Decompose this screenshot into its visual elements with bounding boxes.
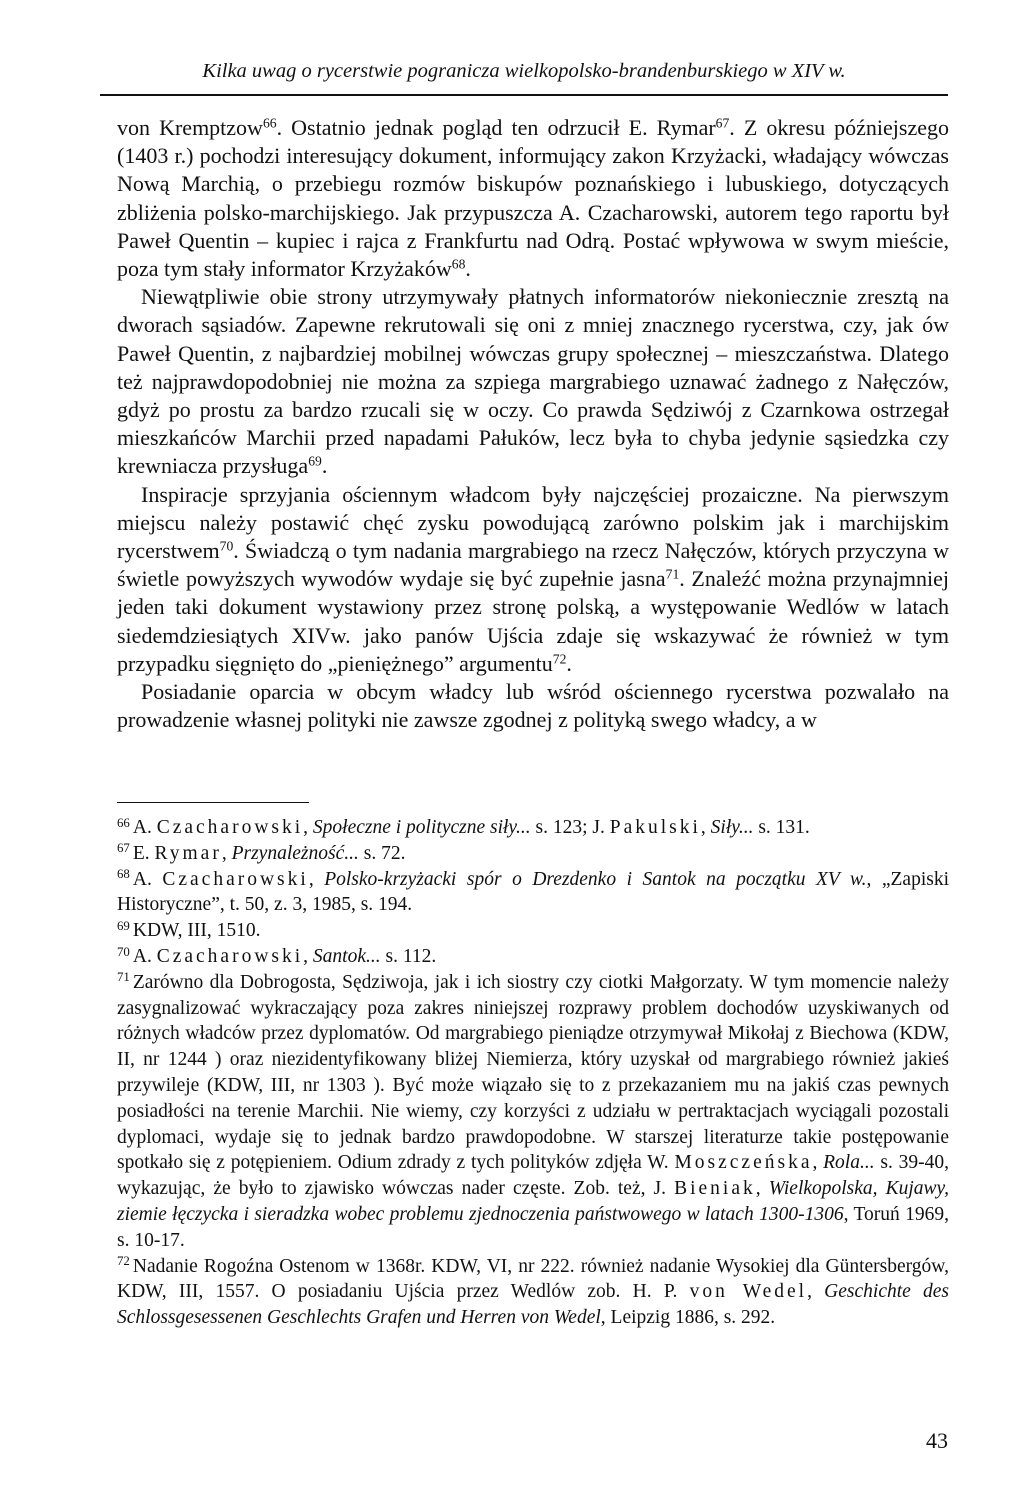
footnote-67 — [117, 841, 949, 867]
text-run: Niewątpliwie obie strony utrzymywały płatnych informatorów niekoniecznie zresztą na dworach sąsiadów. Zapewne rekrutowali się oni z mniej znacznego rycerstwa, czy, jak ów Paweł Quentin, z najbardziej mobilnej wówczas grupy społecznej – mieszczaństwa. Dlatego też najprawdopodobniej nie można za szpiega margrabiego uznawać żadnego z Nałęczów, gdyż po prostu za bardzo rzucali się w oczy. Co prawda Sędziwój z Czarnkowa ostrzegał mieszkańców Marchii przed napadami Pałuków, lecz była to chyba jedynie sąsiedzka czy krewniacza przysługa — [117, 284, 949, 479]
text-run: , — [303, 945, 313, 967]
running-header — [100, 58, 948, 96]
text-run: Zarówno dla Dobrogosta, Sędziwoja, jak i ich siostry czy ciotki Małgorzaty. W tym momencie należy zasygnalizować wykraczający poza zakres niniejszej rozprawy problem dochodów uzyskiwanych od różnych władców przez dyplomatów. Od margrabiego pieniądze otrzymywał Mikołaj z Biechowa (KDW, II, nr 1244 ) oraz niezidentyfikowany bliżej Niemierza, który uzyskał od margrabiego również jakieś przywileje (KDW, III, nr 1303 ). Być może wiązało się to z przekazaniem mu na jakiś czas pewnych posiadłości na terenie Marchii. Nie wiemy, czy korzyści z udziału w pertraktacjach wyciągali pozostali dyplomaci, wydaje się to jednak bardzo prawdopodobne. W starszej literaturze takie postępowanie spotkało się z potępieniem. Odium zdrady z tych polityków zdjęła W. — [117, 971, 949, 1174]
footnote-number: 69 — [117, 918, 130, 933]
text-run: , — [303, 817, 313, 838]
paragraph — [117, 283, 949, 480]
text-run: . — [321, 453, 328, 479]
footnote-ref[interactable]: 70 — [219, 538, 234, 554]
work-title: Społeczne i polityczne siły... — [312, 817, 531, 838]
page-number: 43 — [926, 1428, 948, 1453]
text-run: , — [807, 1281, 825, 1303]
author-name: Rymar — [154, 842, 222, 864]
text-run: , — [221, 842, 232, 864]
text-run: , — [812, 1152, 824, 1174]
footnote-ref[interactable]: 67 — [715, 115, 730, 131]
text-run: , — [755, 1178, 769, 1200]
author-name: Czacharowski — [162, 868, 309, 890]
footnote-ref[interactable]: 71 — [665, 566, 680, 582]
work-title: Wielkopolska, Kujawy, ziemie łęczycka i sieradzka wobec problemu zjednoczenia państwowego w latach 1300-1306 — [117, 1178, 950, 1225]
footnote-ref[interactable]: 66 — [262, 115, 277, 131]
text-run: , Leipzig 1886, s. 292. — [600, 1307, 776, 1329]
footnote-69 — [117, 918, 949, 944]
author-name: Pakulski — [609, 817, 701, 838]
footnote-separator — [117, 802, 309, 803]
text-run: Nadanie Rogoźna Ostenom w 1368r. KDW, VI, nr 222. również nadanie Wysokiej dla Güntersbergów, KDW, III, 1557. O posiadaniu Ujścia przez Wedlów zob. H. P. — [117, 1255, 949, 1303]
footnote-ref[interactable]: 69 — [308, 453, 322, 469]
footnote-number: 70 — [117, 944, 130, 959]
running-header-title: Kilka uwag o rycerstwie pogranicza wielkopolsko-brandenburskiego w XIV w. — [202, 60, 846, 82]
footnote-number: 67 — [117, 841, 130, 856]
text-run: KDW, III, 1510. — [132, 920, 261, 942]
author-name: Moszczeńska — [674, 1152, 813, 1174]
author-name: von Wedel — [689, 1281, 808, 1303]
text-run: s. 72. — [358, 842, 406, 864]
author-name: Bieniak — [674, 1178, 756, 1200]
footnote-68 — [117, 867, 949, 919]
footnote-70 — [117, 944, 949, 970]
text-run: Posiadanie oparcia w obcym władcy lub wśród ościennego rycerstwa pozwalało na prowadzenie własnej polityki nie zawsze zgodnej z polityką swego władcy, a w — [117, 679, 949, 733]
text-run: E. — [132, 842, 155, 864]
footnote-number: 72 — [117, 1254, 130, 1269]
work-title: Siły... — [710, 817, 754, 838]
text-run: , — [700, 817, 711, 838]
footnote-66 — [117, 815, 949, 841]
text-run: s. 123; J. — [530, 817, 610, 838]
paragraph — [117, 114, 949, 283]
text-run: , „Zapiski Historyczne”, t. 50, z. 3, 1985, s. 194. — [117, 868, 949, 916]
footnotes — [117, 815, 949, 1331]
work-title: Geschichte des Schlossgesessenen Geschlechts Grafen und Herren von Wedel — [117, 1281, 950, 1329]
footnote-number: 66 — [117, 815, 130, 830]
footnote-ref[interactable]: 72 — [552, 651, 567, 667]
main-text — [117, 114, 949, 734]
work-title: Santok... — [312, 945, 381, 967]
text-run: A. — [132, 817, 157, 838]
work-title: Polsko-krzyżacki spór o Drezdenko i Santok na początku XV w. — [324, 868, 867, 890]
footnote-number: 71 — [117, 970, 130, 985]
text-run: . Znaleźć można przynajmniej jeden taki dokument wystawiony przez stronę polską, a występowanie Wedlów w latach siedemdziesiątych XIVw. jako panów Ujścia zdaje się wskazywać że również w tym przypadku sięgnięto do „pieniężnego” argumentu — [117, 566, 949, 676]
text-run: , — [308, 868, 325, 890]
footnote-71 — [117, 970, 949, 1254]
text-run: . Z okresu późniejszego (1403 r.) pochodzi interesujący dokument, informujący zakon Krzyżacki, władający wówczas Nową Marchią, o przebiegu rozmów biskupów poznańskiego i lubuskiego, dotyczących zbliżenia polsko-marchijskiego. Jak przypuszcza A. Czacharowski, autorem tego raportu był Paweł Quentin – kupiec i rajca z Frankfurtu nad Odrą. Postać wpływowa w swym mieście, poza tym stały informator Krzyżaków — [117, 115, 950, 282]
text-run: s. 39-40, wykazując, że było to zjawisko wówczas nader częste. Zob. też, J. — [117, 1152, 949, 1200]
footnote-ref[interactable]: 68 — [451, 256, 466, 272]
text-run: . — [566, 650, 572, 676]
text-run: A. — [132, 945, 157, 967]
paragraph — [117, 678, 949, 734]
author-name: Czacharowski — [156, 817, 304, 838]
footnote-72 — [117, 1254, 949, 1331]
paragraph — [117, 481, 949, 678]
text-run: . — [465, 256, 471, 282]
text-run: . Ostatnio jednak pogląd ten odrzucił E. Rymar — [276, 115, 716, 140]
text-run: . Świadczą o tym nadania margrabiego na rzecz Nałęczów, których przyczyna w świetle powyższych wywodów wydaje się być zupełnie jasna — [117, 538, 949, 592]
text-run: von Kremptzow — [117, 115, 263, 140]
footnote-number: 68 — [117, 867, 130, 882]
text-run: A. — [132, 868, 163, 890]
text-run: Inspiracje sprzyjania ościennym władcom były najczęściej prozaiczne. Na pierwszym miejscu należy postawić chęć zysku powodującą zarówno polskim jak i marchijskim rycerstwem — [117, 481, 949, 564]
text-run: , Toruń 1969, s. 10-17. — [117, 1203, 949, 1251]
text-run: s. 112. — [380, 945, 437, 967]
work-title: Przynależność... — [231, 842, 359, 864]
text-run: s. 131. — [753, 817, 810, 838]
work-title: Rola... — [823, 1152, 875, 1174]
author-name: Czacharowski — [156, 945, 304, 967]
